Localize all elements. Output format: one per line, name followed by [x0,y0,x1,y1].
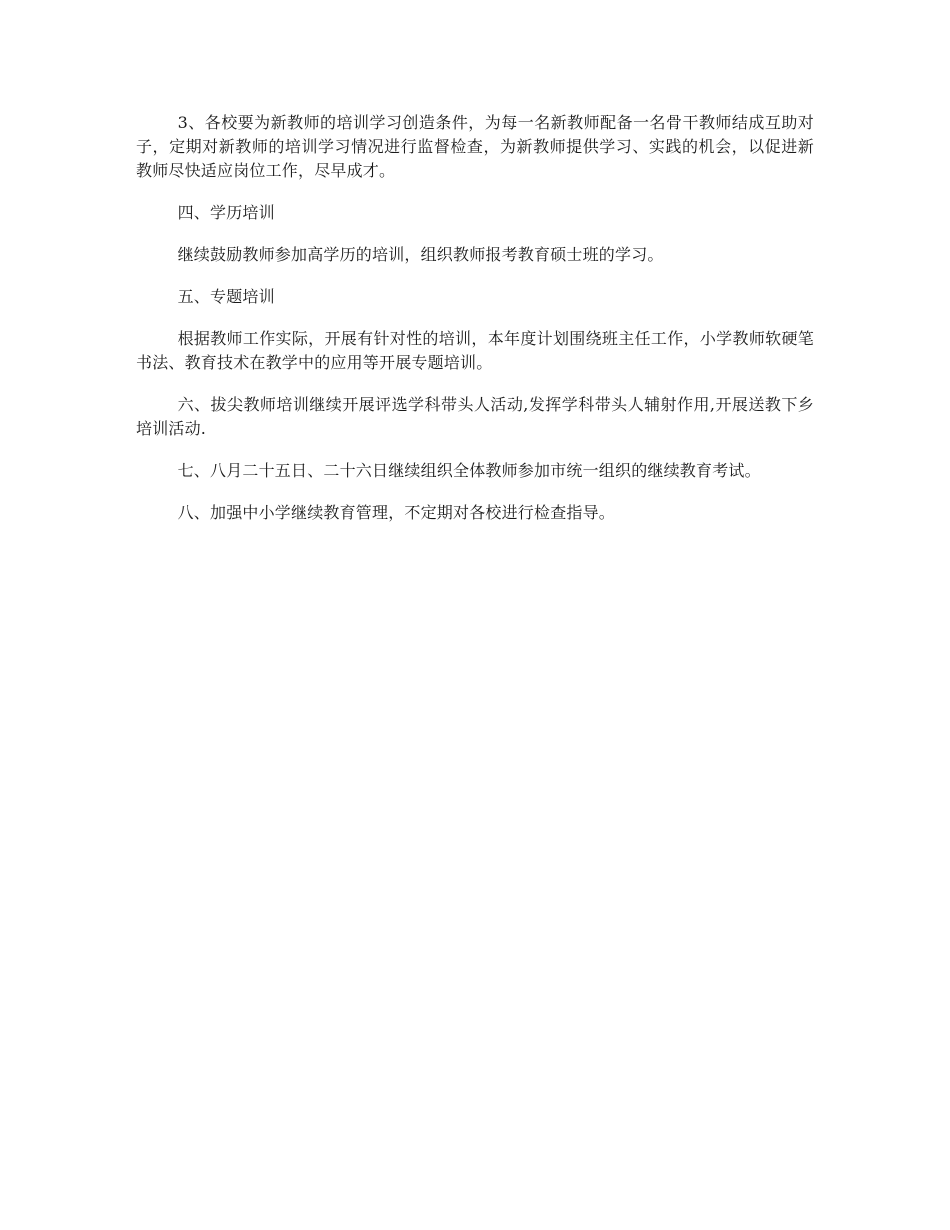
document-body [136,111,814,543]
paragraph-topic-training: 根据教师工作实际，开展有针对性的培训，本年度计划围绕班主任工作，小学教师软硬笔书法、教育技术在教学中的应用等开展专题培训。 [136,329,814,372]
paragraph-management: 八、加强中小学继续教育管理，不定期对各校进行检查指导。 [177,503,615,522]
paragraph-degree-training: 继续鼓励教师参加高学历的培训，组织教师报考教育硕士班的学习。 [177,245,664,264]
section-heading-topic-training: 五、专题培训 [177,287,275,306]
section-heading-degree-training: 四、学历培训 [177,203,275,222]
paragraph-continuing-education-exam: 七、八月二十五日、二十六日继续组织全体教师参加市统一组织的继续教育考试。 [177,461,761,480]
paragraph-top-teacher-training: 六、拔尖教师培训继续开展评选学科带头人活动,发挥学科带头人辅射作用,开展送教下乡培训活动. [136,395,814,438]
paragraph-new-teacher-support: 3、各校要为新教师的培训学习创造条件，为每一名新教师配备一名骨干教师结成互助对子，定期对新教师的培训学习情况进行监督检查，为新教师提供学习、实践的机会，以促进新教师尽快适应岗位工作，尽早成才。 [136,113,814,180]
